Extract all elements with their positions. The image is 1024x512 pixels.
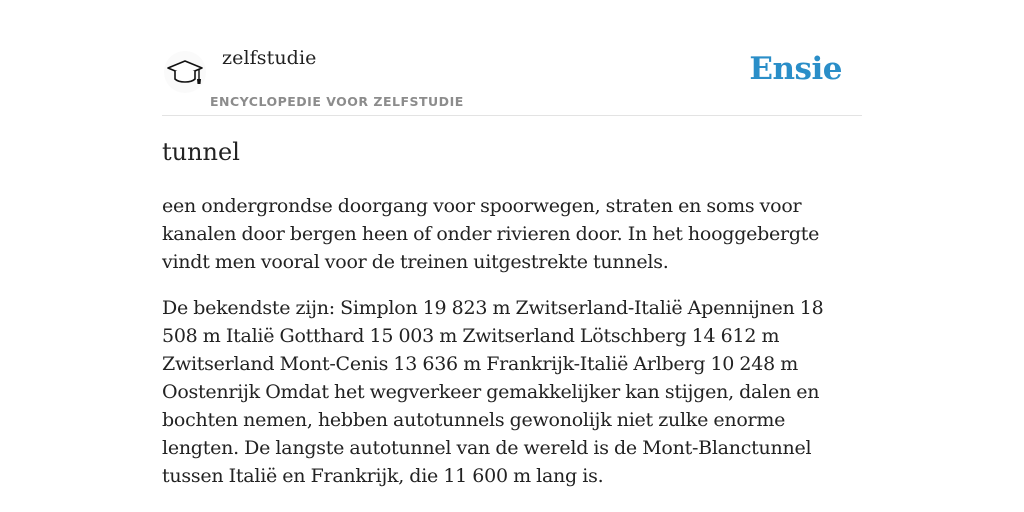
brand-logo-link[interactable]: Ensie (749, 51, 842, 87)
article-body (162, 192, 862, 508)
site-tagline: ENCYCLOPEDIE VOOR ZELFSTUDIE (210, 94, 464, 109)
article-paragraph: een ondergrondse doorgang voor spoorwegen, straten en soms voor kanalen door bergen heen of onder rivieren door. In het hooggebergte vindt men vooral voor de treinen uitgestrekte tunnels. (162, 195, 820, 273)
graduation-cap-svg (167, 60, 203, 86)
site-name[interactable]: zelfstudie (222, 47, 317, 69)
article-paragraph: De bekendste zijn: Simplon 19 823 m Zwitserland-Italië Apennijnen 18 508 m Italië Gotthard 15 003 m Zwitserland Lötschberg 14 612 m Zwitserland Mont-Cenis 13 636 m Frankrijk-Italië Arlberg 10 248 m Oostenrijk Omdat het wegverkeer gemakkelijker kan stijgen, dalen en bochten nemen, hebben autotunnels gewonolijk niet zulke enorme lengten. De langste autotunnel van de wereld is de Mont-Blanctunnel tussen Italië en Frankrijk, die 11 600 m lang is. (162, 297, 824, 487)
site-header (162, 40, 862, 116)
page-title: tunnel (162, 138, 240, 166)
graduation-cap-icon[interactable] (164, 51, 206, 93)
